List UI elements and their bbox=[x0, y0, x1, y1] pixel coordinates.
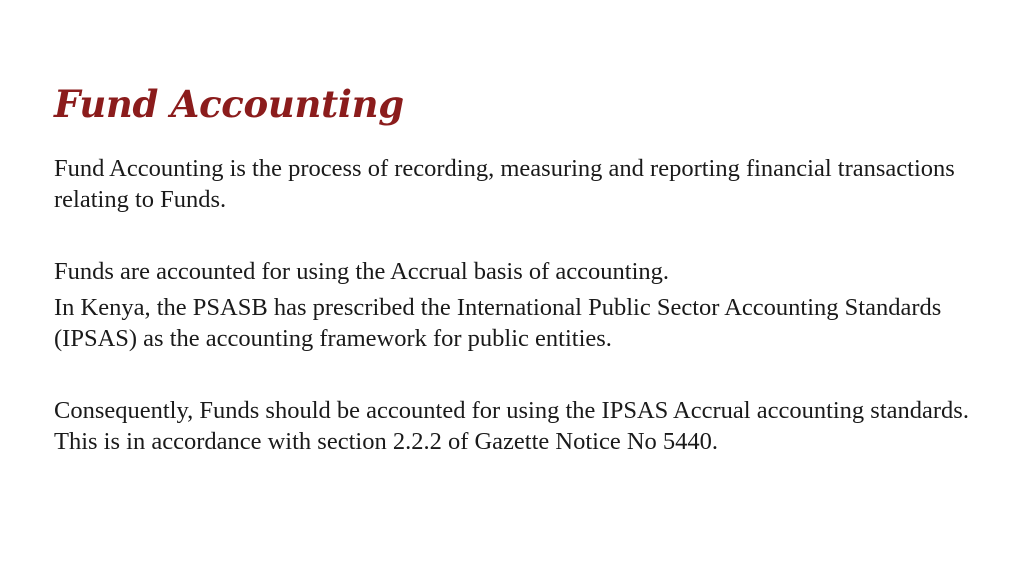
slide-body bbox=[54, 153, 974, 457]
slide-title: Fund Accounting bbox=[54, 82, 404, 126]
paragraph-definition: Fund Accounting is the process of recording, measuring and reporting financial transactions relating to Funds. bbox=[54, 155, 955, 213]
paragraph-gazette-notice: Consequently, Funds should be accounted for using the IPSAS Accrual accounting standards. This is in accordance with section 2.2.2 of Gazette Notice No 5440. bbox=[54, 397, 969, 455]
paragraph-accrual-basis: Funds are accounted for using the Accrual basis of accounting. bbox=[54, 258, 670, 285]
paragraph-ipsas-framework: In Kenya, the PSASB has prescribed the International Public Sector Accounting Standards (IPSAS) as the accounting framework for public entities. bbox=[54, 294, 942, 352]
